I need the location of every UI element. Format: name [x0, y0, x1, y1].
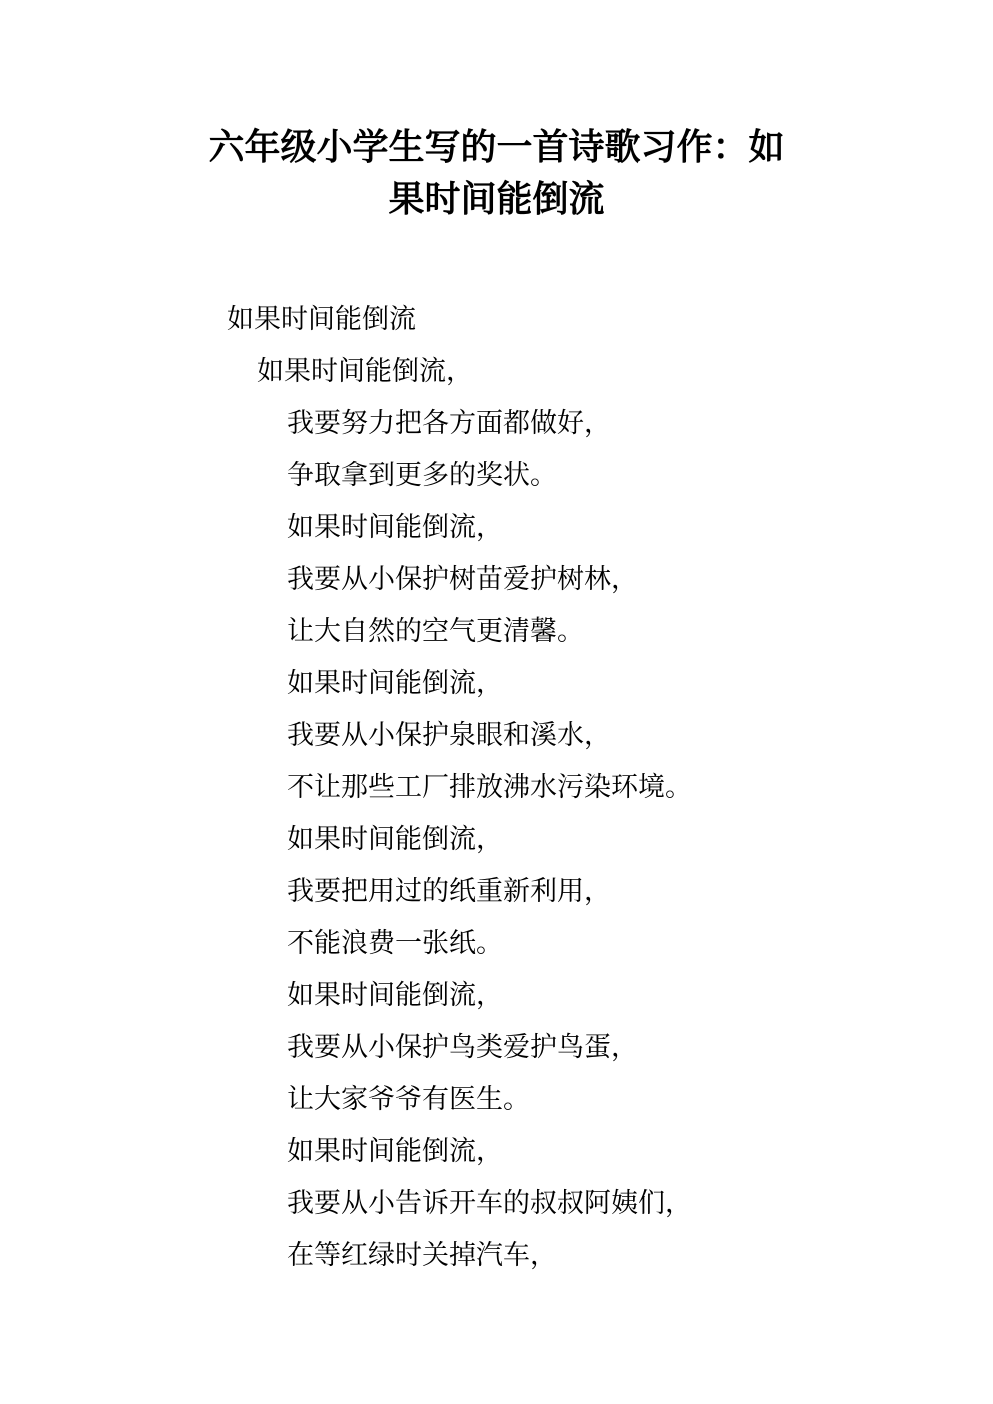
title-line-2: 果时间能倒流	[388, 179, 605, 220]
poem-line: 我要从小保护鸟类爱护鸟蛋，	[287, 1032, 638, 1063]
poem-line: 我要从小保护泉眼和溪水，	[287, 720, 611, 751]
poem-line: 我要从小告诉开车的叔叔阿姨们，	[287, 1188, 692, 1219]
poem-line: 如果时间能倒流，	[287, 668, 503, 699]
poem-line: 如果时间能倒流，	[287, 512, 503, 543]
poem-line: 我要努力把各方面都做好，	[287, 408, 611, 439]
poem-line: 让大家爷爷有医生。	[287, 1084, 530, 1115]
poem-line: 如果时间能倒流，	[257, 356, 473, 387]
poem-line: 如果时间能倒流，	[287, 980, 503, 1011]
poem-line: 争取拿到更多的奖状。	[287, 460, 557, 491]
poem-line: 我要把用过的纸重新利用，	[287, 876, 611, 907]
poem-line: 如果时间能倒流，	[287, 824, 503, 855]
poem-heading: 如果时间能倒流	[227, 304, 416, 335]
poem-line: 在等红绿时关掉汽车，	[287, 1240, 557, 1271]
document-title	[150, 122, 843, 226]
poem-line: 让大自然的空气更清馨。	[287, 616, 584, 647]
poem-line: 不能浪费一张纸。	[287, 928, 503, 959]
poem-line: 如果时间能倒流，	[287, 1136, 503, 1167]
title-line-1: 六年级小学生写的一首诗歌习作：如	[208, 127, 785, 168]
poem-line: 我要从小保护树苗爱护树林，	[287, 564, 638, 595]
poem-line: 不让那些工厂排放沸水污染环境。	[287, 772, 692, 803]
